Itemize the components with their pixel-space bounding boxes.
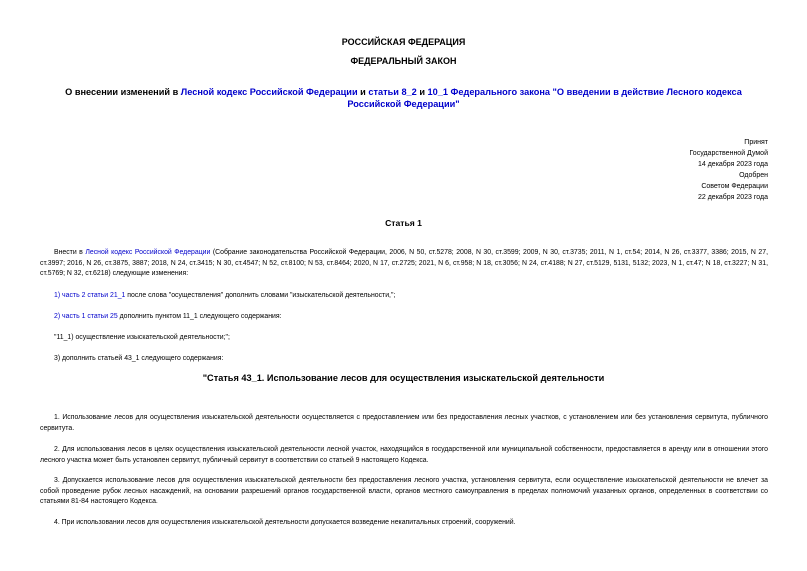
article-43-1-paragraph-1: 1. Использование лесов для осуществления изыскательской деятельности осуществляется с предоставлением или без предоставления лесных участков, с установлением или без установления сервитута, публичного сервитута.	[40, 414, 768, 432]
title-text-2: и	[357, 87, 369, 97]
amendment-item-3: 3) дополнить статьей 43_1 следующего содержания:	[54, 355, 224, 362]
title-text-3: и	[416, 87, 428, 97]
item-2-text: дополнить пунктом 11_1 следующего содержания:	[117, 313, 282, 320]
intro-text-1: Внести в	[54, 249, 86, 256]
article-25-link[interactable]: часть 1 статьи 25	[62, 313, 118, 320]
law-title	[40, 86, 767, 110]
article-1-heading: Статья 1	[385, 218, 422, 228]
article-43-1-paragraph-3: 3. Допускается использование лесов для осуществления изыскательской деятельности без предоставления лесного участка, установления сервитута, если осуществление изыскательской деятельности не влечет за собой проведение рубок лесных насаждений, на основании разрешений органов государственной власти, органов местного самоуправления в пределах полномочий указанных органов, определенных в соответствии со статьями 81-84 настоящего Кодекса.	[40, 477, 768, 506]
acceptance-block	[689, 137, 768, 203]
law-type-heading: ФЕДЕРАЛЬНЫЙ ЗАКОН	[350, 56, 457, 66]
country-heading: РОССИЙСКАЯ ФЕДЕРАЦИЯ	[341, 37, 466, 47]
article-43-1-paragraph-2: 2. Для использования лесов в целях осуществления изыскательской деятельности лесной участок, находящийся в государственной или муниципальной собственности, предоставляется в аренду или в отношении этого лесного участка может быть установлен сервитут, публичный сервитут в соответствии со статьей 9 настоящего Кодекса.	[40, 446, 768, 464]
amendment-item-2-quote: "11_1) осуществление изыскательской деятельности;";	[54, 334, 230, 341]
accepted-label: Принят	[744, 139, 768, 146]
article-43-1-title: "Статья 43_1. Использование лесов для осуществления изыскательской деятельности	[202, 373, 605, 383]
approved-by: Советом Федерации	[701, 183, 768, 190]
approved-label: Одобрен	[739, 172, 768, 179]
intro-forest-code-link[interactable]: Лесной кодекс Российской Федерации	[85, 249, 211, 256]
forest-code-link[interactable]: Лесной кодекс Российской Федерации	[180, 87, 358, 97]
article-43-1-paragraph-4: 4. При использовании лесов для осуществления изыскательской деятельности допускается возведение некапитальных строений, сооружений.	[54, 519, 516, 526]
article-10-1-link[interactable]: 10_1 Федерального закона "О введении в действие Лесного кодекса Российской Федерации"	[347, 87, 742, 109]
intro-text-2: (Собрание законодательства Российской Федерации, 2006, N 50, ст.5278; 2008, N 30, ст.3599; 2009, N 30, ст.3735; 2011, N 1, ст.54; 2014, N 26, ст.3377, 3386; 2015, N 27, ст.3997; 2016, N 26, ст.3875, 3887; 2018, N 24, ст.3415; N 30, ст.4547; N 52, ст.8100; N 53, ст.8464; 2020, N 17, ст.2725; 2021, N 6, ст.958; N 18, ст.3056; N 24, ст.4188; N 27, ст.5129, 5131, 5132; 2023, N 1, ст.47; N 18, ст.3227; N 31, ст.5769; N 32, ст.6218) следующие изменения:	[40, 249, 768, 278]
item-1-text: после слова "осуществления" дополнить словами "изыскательской деятельности,";	[125, 292, 396, 299]
accepted-by: Государственной Думой	[689, 150, 768, 157]
item-2-number: 2)	[54, 313, 63, 320]
approved-date: 22 декабря 2023 года	[697, 194, 768, 201]
title-text-1: О внесении изменений в	[65, 87, 181, 97]
article-1-intro	[40, 248, 768, 280]
amendment-item-1	[40, 291, 768, 302]
amendment-item-2	[40, 312, 768, 323]
article-8-2-link[interactable]: статьи 8_2	[368, 87, 417, 97]
accepted-date: 14 декабря 2023 года	[697, 161, 768, 168]
article-21-1-link[interactable]: часть 2 статьи 21_1	[62, 292, 126, 299]
item-1-number: 1)	[54, 292, 63, 299]
